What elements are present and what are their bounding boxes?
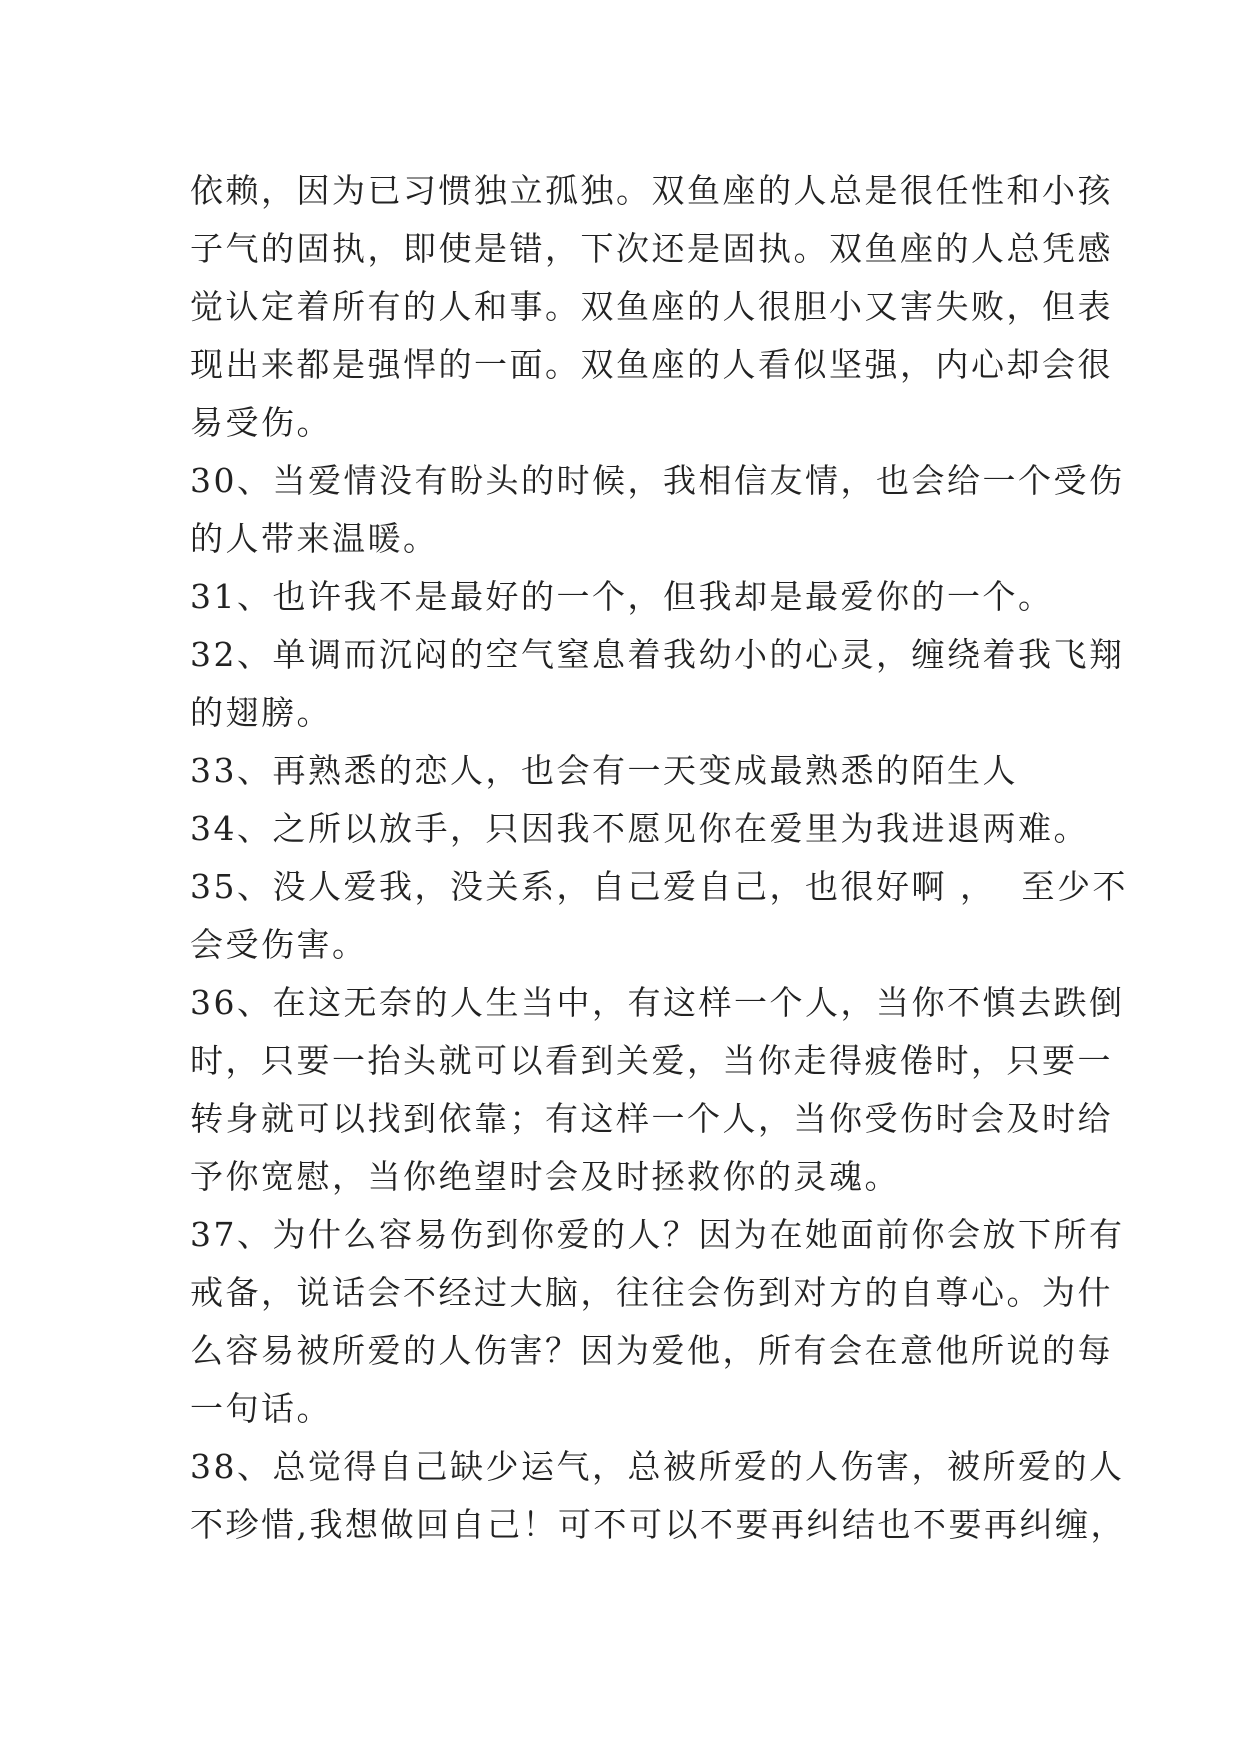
text-line: 易受伤。 [190,403,332,442]
text-line: 子气的固执，即使是错，下次还是固执。双鱼座的人总凭感 [190,229,1113,268]
text-line: 31、也许我不是最好的一个，但我却是最爱你的一个。 [190,577,1054,616]
text-line: 36、在这无奈的人生当中，有这样一个人，当你不慎去跌倒 [190,983,1125,1022]
text-line: 戒备，说话会不经过大脑，往往会伤到对方的自尊心。为什 [190,1273,1113,1312]
text-line: 予你宽慰，当你绝望时会及时拯救你的灵魂。 [190,1157,900,1196]
text-line: 转身就可以找到依靠；有这样一个人，当你受伤时会及时给 [190,1099,1113,1138]
text-line: 的人带来温暖。 [190,519,439,558]
text-line: 不珍惜,我想做回自己！可不可以不要再纠结也不要再纠缠， [190,1505,1126,1544]
text-line: 依赖，因为已习惯独立孤独。双鱼座的人总是很任性和小孩 [190,171,1113,210]
text-line: 么容易被所爱的人伤害？因为爱他，所有会在意他所说的每 [190,1331,1113,1370]
text-line: 觉认定着所有的人和事。双鱼座的人很胆小又害失败，但表 [190,287,1113,326]
text-line: 一句话。 [190,1389,332,1428]
text-line: 37、为什么容易伤到你爱的人？因为在她面前你会放下所有 [190,1215,1125,1254]
text-line: 32、单调而沉闷的空气窒息着我幼小的心灵，缠绕着我飞翔 [190,635,1125,674]
text-line: 现出来都是强悍的一面。双鱼座的人看似坚强，内心却会很 [190,345,1113,384]
text-line: 的翅膀。 [190,693,332,732]
text-line: 30、当爱情没有盼头的时候，我相信友情，也会给一个受伤 [190,461,1125,500]
text-line: 35、没人爱我，没关系，自己爱自己，也很好啊 ， 至少不 [190,867,1128,906]
text-line: 38、总觉得自己缺少运气，总被所爱的人伤害，被所爱的人 [190,1447,1125,1486]
document-body [190,162,1128,1554]
text-line: 34、之所以放手，只因我不愿见你在爱里为我进退两难。 [190,809,1089,848]
text-line: 时，只要一抬头就可以看到关爱，当你走得疲倦时，只要一 [190,1041,1113,1080]
text-line: 会受伤害。 [190,925,368,964]
text-line: 33、再熟悉的恋人，也会有一天变成最熟悉的陌生人 [190,751,1018,790]
